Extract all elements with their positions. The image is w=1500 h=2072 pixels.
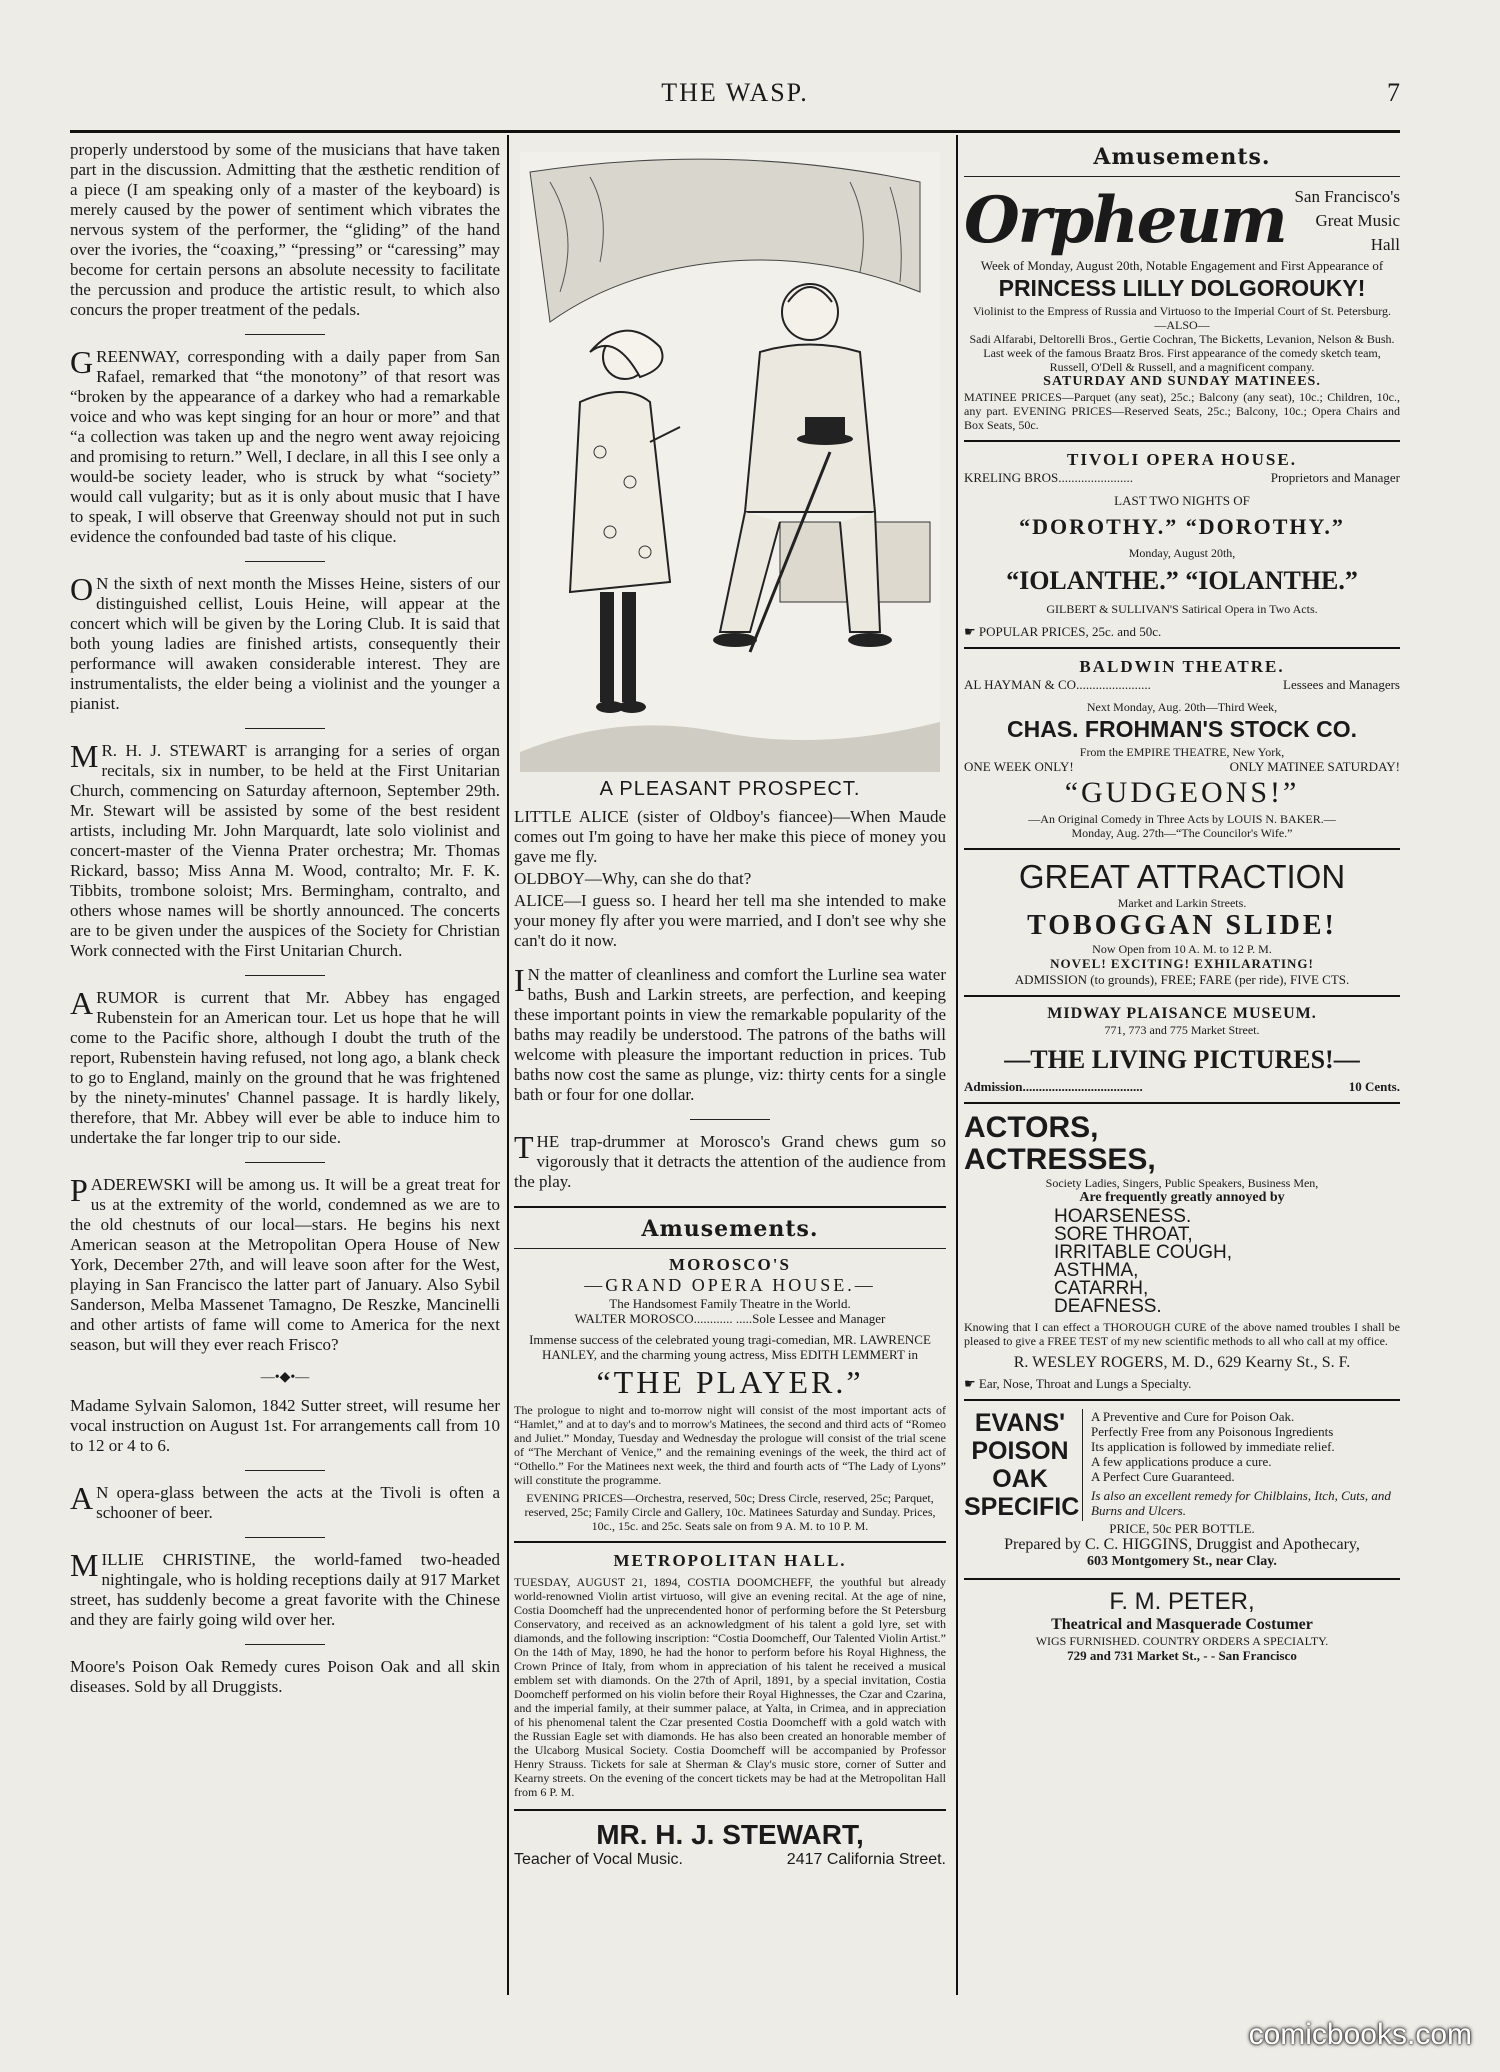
peter-role: Theatrical and Masquerade Costumer	[1051, 1616, 1313, 1633]
actors-heading: ACTORS,	[964, 1111, 1099, 1144]
orpheum-others: Sadi Alfarabi, Deltorelli Bros., Gertie Cochran, The Bicketts, Levanion, Nelson & Bush. Last week of the famous Braatz Bros. First appearance of the comedy sketch team, Russell, O'Dell & Russell, and a magnificent company.	[969, 332, 1395, 374]
tivoli-popular: ☛ POPULAR PRICES, 25c. and 50c.	[964, 624, 1162, 639]
morosco-name: MOROSCO'S	[669, 1255, 791, 1274]
amusements-heading: Amusements.	[641, 1216, 819, 1242]
divider	[245, 334, 325, 335]
stewart-ad-line	[514, 1851, 946, 1869]
section-rule	[964, 440, 1400, 442]
dialogue-line: ALICE—I guess so. I heard her tell ma she intended to make your money fly after you were married, and I don't see why she can't do it now.	[514, 891, 946, 950]
morosco-tagline: The Handsomest Family Theatre in the World.	[609, 1296, 851, 1311]
divider	[245, 728, 325, 729]
article-text: ADEREWSKI will be among us. It will be a great treat for us at the extremity of the world, condemned as we are to the old chestnuts of our local—stars. He begins his next American season at the Metropolitan Opera House of New York, December 27th, and will leave soon after for the West, playing in San Francisco the latter part of January. Also Sybil Sanderson, Melba Massenet Tamagno, De Reszke, Mancinelli and other artists of fame will come to America for the next season, but will they ever reach Frisco?	[70, 1175, 500, 1354]
article-opera-glass	[70, 1480, 500, 1523]
drop-cap: P	[70, 1172, 88, 1208]
article-text: N the sixth of next month the Misses Heine, sisters of our distinguished cellist, Louis Heine, will appear at the concert which will be given by the Loring Club. It is said that both young ladies are finished artists, consequently their performance will awaken considerable interest. They are instrumentalists, the elder being a violinist and the younger a pianist.	[70, 574, 500, 713]
rule	[514, 1248, 946, 1249]
orpheum-star-desc: Violinist to the Empress of Russia and Virtuoso to the Imperial Court of St. Petersburg.	[972, 304, 1392, 318]
evans-line: Its application is followed by immediate relief.	[1091, 1439, 1335, 1454]
living-pictures: —THE LIVING PICTURES!—	[1004, 1045, 1360, 1074]
morosco-house: —GRAND OPERA HOUSE.—	[584, 1275, 876, 1295]
evans-line: Is also an excellent remedy for Chilblains, Itch, Cuts, and Burns and Ulcers.	[1091, 1488, 1391, 1518]
orpheum-prices: MATINEE PRICES—Parquet (any seat), 25c.; Balcony (any seat), 10c.; Children, 10c., any part. EVENING PRICES—Reserved Seats, 25c.; Balcony, 10c.; Opera Chairs and Box Seats, 50c.	[964, 390, 1400, 432]
evans-line: A Preventive and Cure for Poison Oak.	[1091, 1409, 1295, 1424]
column-one	[70, 140, 500, 1711]
column-divider-2	[956, 135, 958, 1995]
article-baths	[514, 962, 946, 1105]
orpheum-header	[964, 183, 1400, 258]
metropolitan-name: METROPOLITAN HALL.	[613, 1551, 847, 1570]
great-attraction-where: Market and Larkin Streets.	[1117, 896, 1247, 910]
orpheum-also: —ALSO—	[1154, 318, 1210, 332]
ailment-item: ASTHMA,	[1054, 1260, 1139, 1281]
evans-address: 603 Montgomery St., near Clay.	[1087, 1554, 1277, 1569]
divider	[245, 1470, 325, 1471]
morosco-play: “THE PLAYER.”	[596, 1364, 864, 1400]
toboggan-open: Now Open from 10 A. M. to 12 P. M.	[1092, 942, 1272, 956]
morosco-prices: EVENING PRICES—Orchestra, reserved, 50c; Dress Circle, reserved, 25c; Parquet, reserved, 25c; Family Circle and Gallery, 10c. Matinees Saturday and Sunday. Prices, 10c., 15c. and 25c. Seats sale on from 9 A. M. to 10 P. M.	[524, 1491, 936, 1533]
newspaper-title: THE WASP.	[661, 78, 809, 107]
living-admission	[964, 1079, 1400, 1094]
article-text: R. H. J. STEWART is arranging for a series of organ recitals, six in number, to be held at the First Unitarian Church, commencing on Saturday afternoon, September 29th. Mr. Stewart will be assisted by some of the best resident artists, including Mr. John Marquardt, late solo violinist and concert-master of the Vienna Prater orchestra; Mr. Thomas Rickard, basso; Miss Anna M. Wood, contralto; Mr. F. K. Tibbits, trombone soloist; Mrs. Bermingham, contralto, and others whose names will be shortly announced. The concerts are to be given under the auspices of the Society for Christian Work connected with the First Unitarian Church.	[70, 741, 500, 960]
section-rule	[514, 1541, 946, 1543]
doctor-name: R. WESLEY ROGERS, M. D., 629 Kearny St., S. F.	[1013, 1354, 1351, 1371]
column-two	[514, 140, 946, 1869]
peter-wigs: WIGS FURNISHED. COUNTRY ORDERS A SPECIALTY.	[1035, 1634, 1329, 1648]
section-rule	[514, 1809, 946, 1811]
column-divider-1	[507, 135, 509, 1995]
tivoli-managers	[964, 470, 1400, 485]
article-greenway	[70, 344, 500, 547]
baldwin-role: Lessees and Managers	[1283, 677, 1400, 692]
evans-line: A few applications produce a cure.	[1091, 1454, 1272, 1469]
great-attraction-title: GREAT ATTRACTION	[1018, 858, 1346, 895]
page-header	[70, 78, 1400, 108]
header-rule	[70, 130, 1400, 133]
section-rule	[964, 995, 1400, 997]
article-heine	[70, 571, 500, 714]
orpheum-star: PRINCESS LILLY DOLGOROUKY!	[998, 275, 1366, 301]
column-three	[964, 140, 1400, 1664]
tivoli-gs: GILBERT & SULLIVAN'S Satirical Opera in Two Acts.	[1046, 602, 1318, 616]
baldwin-week-left: ONE WEEK ONLY!	[964, 759, 1074, 774]
morosco-body: The prologue to night and to-morrow night will consist of the most important acts of “Hamlet,” and at to day's and to morrow's Matinees, the second and third acts of “Romeo and Juliet.” Monday, Tuesday and Wednesday the prologue will consist of the trial scene of “The Merchant of Venice,” and the remaining evenings of the week, the third act of “Othello.” For the Matinees next week, the third and fourth acts of “The Lady of Lyons” will constitute the programme.	[514, 1403, 946, 1487]
tivoli-dorothy: “DOROTHY.” “DOROTHY.”	[1019, 514, 1345, 539]
tivoli-role: Proprietors and Manager	[1270, 470, 1400, 485]
drop-cap: O	[70, 571, 94, 607]
stewart-ad-name: MR. H. J. STEWART,	[596, 1819, 864, 1850]
section-rule	[964, 1399, 1400, 1401]
evans-line: Perfectly Free from any Poisonous Ingredients	[1091, 1424, 1334, 1439]
drop-cap: A	[70, 1480, 94, 1516]
article-stewart	[70, 738, 500, 961]
baldwin-play: “GUDGEONS!”	[1064, 776, 1300, 809]
peter-address: 729 and 731 Market St., - - San Francisco	[1067, 1648, 1297, 1663]
section-rule	[964, 1102, 1400, 1104]
morosco-manager: WALTER MOROSCO............ .....Sole Lessee and Manager	[574, 1311, 886, 1326]
drop-cap: M	[70, 738, 99, 774]
article-text: HE trap-drummer at Morosco's Grand chews gum so vigorously that it detracts the attention of the audience from the play.	[514, 1132, 946, 1191]
section-rule	[964, 848, 1400, 850]
ailment-item: SORE THROAT,	[1054, 1224, 1193, 1245]
orpheum-logo: Orpheum	[964, 183, 1286, 258]
actors-sub: Society Ladies, Singers, Public Speakers, Business Men,	[1045, 1176, 1319, 1190]
orpheum-tag-1: San Francisco's	[1294, 186, 1400, 206]
article-text: RUMOR is current that Mr. Abbey has engaged Rubenstein for an American tour. Let us hope that he will come to the Pacific shore, although I doubt the truth of the report, Rubenstein having refused, not long ago, a blank check to go to England, mainly on the ground that he was frightened by the ninety-minutes' Channel passage. It is hardly likely, therefore, that Mr. Abbey will ever be able to induce him to undertake the far longer trip to our side.	[70, 988, 500, 1147]
article-text: N the matter of cleanliness and comfort the Lurline sea water baths, Bush and Larkin streets, are perfection, and keeping these important points in view the remarkable popularity of the baths may readily be understood. The patrons of the baths will welcome with pleasure the important reduction in prices. Tub baths now cost the same as plunge, viz: thirty cents for a single bath or four for one dollar.	[514, 965, 946, 1104]
article-trap-drummer	[514, 1129, 946, 1192]
baldwin-aug27: Monday, Aug. 27th—“The Councilor's Wife.”	[1071, 826, 1293, 840]
ailment-item: IRRITABLE COUGH,	[1054, 1242, 1233, 1263]
toboggan-slide: TOBOGGAN SLIDE!	[1027, 910, 1337, 941]
midway-name: MIDWAY PLAISANCE MUSEUM.	[1047, 1005, 1317, 1022]
article-christine	[70, 1547, 500, 1630]
baldwin-next: Next Monday, Aug. 20th—Third Week,	[1086, 700, 1278, 714]
ailments-list	[964, 1208, 1400, 1316]
drop-cap: I	[514, 962, 525, 998]
page-number: 7	[1387, 78, 1400, 107]
amusements-heading: Amusements.	[1093, 144, 1271, 170]
tivoli-name: TIVOLI OPERA HOUSE.	[1067, 450, 1297, 469]
metropolitan-body: TUESDAY, AUGUST 21, 1894, COSTIA DOOMCHEFF, the youthful but already world-renowned Violin artist virtuoso, will give an evening recital. At the age of nine, Costia Doomcheff had the unprecendented honor of performing before the St Petersburg Conservatory, and received as an acknowledgment of his talent a gold lyre, set with diamonds, and the following inscription: “Costia Doomcheff, Our Talented Violin Artist.” On the 14th of May, 1890, he had the honor to perform before his Royal Highness, the Crown Prince of Italy, from whom in appreciation of his talent he received a musical emblem set with diamonds. On the 27th of April, 1891, by a special invitation, Costia Doomcheff performed on his violin before their Royal Highnesses, the Czar and Czarina, and the imperial family, at their summer palace, at Yalta, in Crimea, and in appreciation of his phenomenal talent the Czar presented Costia Doomcheff with a gold watch with the Russian Eagle set with diamonds. He has also been created an honorable member of the Ulcaborg Musical Society. Costia Doomcheff will be accompanied by Professor Henry Strauss. Tickets for sale at Sherman & Clay's music store, corner of Sutter and Kearny streets. On the evening of the concert tickets may be had at the Metropolitan Hall from 6 P. M.	[514, 1575, 946, 1799]
ailment-item: HOARSENESS.	[1054, 1206, 1192, 1227]
drop-cap: A	[70, 985, 94, 1021]
divider	[245, 561, 325, 562]
toboggan-novel: NOVEL! EXCITING! EXHILARATING!	[1050, 956, 1314, 971]
actresses-heading: ACTRESSES,	[964, 1143, 1156, 1176]
divider	[245, 1162, 325, 1163]
cartoon-caption: A PLEASANT PROSPECT.	[599, 778, 861, 800]
dialogue-line: OLDBOY—Why, can she do that?	[514, 869, 752, 888]
baldwin-owner: AL HAYMAN & CO.......................	[964, 677, 1151, 692]
living-admission-price: 10 Cents.	[1348, 1079, 1400, 1094]
stewart-ad-role: Teacher of Vocal Music.	[514, 1851, 683, 1868]
article-paderewski	[70, 1172, 500, 1355]
tivoli-last: LAST TWO NIGHTS OF	[1114, 493, 1250, 508]
section-rule	[964, 1578, 1400, 1580]
peter-name: F. M. PETER,	[1109, 1588, 1255, 1615]
article-text: REENWAY, corresponding with a daily paper from San Rafael, remarked that “the monotony” of that resort was “broken by the appearance of a darkey who had a remarkable voice and who was kept singing for an hour or more” and that “a collection was taken up and the negro went away rejoicing and promising to return.” Well, I declare, in all this I see only a would-be society leader, who is struck by what “society” would call vulgarity; but as it is only about music that I have to speak, I will observe that Greenway should not put in such evidence the confounded bad taste of his clique.	[70, 347, 500, 546]
evans-price: PRICE, 50c PER BOTTLE.	[1109, 1521, 1255, 1536]
divider	[690, 1119, 770, 1120]
baldwin-week	[964, 759, 1400, 774]
section-rule	[964, 647, 1400, 649]
orpheum-tagline	[1286, 185, 1400, 257]
article-poison-oak: Moore's Poison Oak Remedy cures Poison Oak and all skin diseases. Sold by all Druggists.	[70, 1657, 500, 1696]
baldwin-from: From the EMPIRE THEATRE, New York,	[1079, 745, 1285, 759]
divider	[245, 1644, 325, 1645]
orpheum-tag-2: Great Music Hall	[1315, 210, 1400, 254]
stewart-ad-address: 2417 California Street.	[786, 1851, 946, 1868]
rule	[964, 176, 1400, 177]
doctor-specialty: ☛ Ear, Nose, Throat and Lungs a Specialty.	[964, 1376, 1192, 1391]
living-admission-label: Admission.....................................	[964, 1079, 1143, 1094]
actors-annoyed: Are frequently greatly annoyed by	[1079, 1190, 1285, 1205]
evans-text	[1083, 1409, 1400, 1518]
baldwin-week-right: ONLY MATINEE SATURDAY!	[1229, 759, 1400, 774]
morosco-intro: Immense success of the celebrated young tragi-comedian, MR. LAWRENCE HANLEY, and the charming young actress, Miss EDITH LEMMERT in	[529, 1332, 931, 1362]
article-text: N opera-glass between the acts at the Tivoli is often a schooner of beer.	[96, 1483, 500, 1522]
midway-address: 771, 773 and 775 Market Street.	[1104, 1023, 1260, 1037]
ailment-item: CATARRH,	[1054, 1278, 1149, 1299]
baldwin-comedy: —An Original Comedy in Three Acts by LOUIS N. BAKER.—	[1028, 812, 1336, 826]
article-text: ILLIE CHRISTINE, the world-famed two-headed nightingale, who is holding receptions daily at 917 Market street, has suddenly become a great favorite with the Chinese and they are fairly going wild over her.	[70, 1550, 500, 1629]
ailment-item: DEAFNESS.	[1054, 1296, 1162, 1317]
baldwin-managers	[964, 677, 1400, 692]
actors-cure: Knowing that I can effect a THOROUGH CURE of the above named troubles I shall be pleased to give a FREE TEST of my new scientific methods to all who call at my office.	[964, 1320, 1400, 1348]
ornament-divider: —•◆•—	[260, 1370, 310, 1385]
tivoli-iolanthe: “IOLANTHE.” “IOLANTHE.”	[1006, 566, 1358, 595]
drop-cap: T	[514, 1129, 534, 1165]
tivoli-monday: Monday, August 20th,	[1128, 546, 1236, 560]
drop-cap: G	[70, 344, 94, 380]
cartoon-illustration	[520, 152, 940, 772]
divider	[245, 975, 325, 976]
baldwin-name: BALDWIN THEATRE.	[1079, 657, 1285, 676]
drop-cap: M	[70, 1547, 99, 1583]
evans-line: A Perfect Cure Guaranteed.	[1091, 1469, 1235, 1484]
orpheum-matinees: SATURDAY AND SUNDAY MATINEES.	[1043, 374, 1321, 389]
dialogue-line: LITTLE ALICE (sister of Oldboy's fiancee)—When Maude comes out I'm going to have her make this piece of money you gave me fly.	[514, 807, 946, 866]
toboggan-admission: ADMISSION (to grounds), FREE; FARE (per ride), FIVE CTS.	[1014, 972, 1350, 987]
baldwin-frohman: CHAS. FROHMAN'S STOCK CO.	[1006, 716, 1358, 742]
tivoli-owner: KRELING BROS.......................	[964, 470, 1134, 485]
evans-ad	[964, 1409, 1400, 1521]
article-rubenstein	[70, 985, 500, 1148]
section-rule	[514, 1206, 946, 1208]
source-watermark: comicbooks.com	[1248, 2018, 1472, 2051]
article-salomon: Madame Sylvain Salomon, 1842 Sutter street, will resume her vocal instruction on August 1st. For arrangements call from 10 to 12 or 4 to 6.	[70, 1396, 500, 1455]
article-paragraph: properly understood by some of the musicians that have taken part in the discussion. Admitting that the æsthetic rendition of a piece (I am speaking only of a master of the keyboard) is merely caused by the power of sentiment which vibrates the nervous system of the performer, the “gliding” of the hand over the ivories, the “coaxing,” “pressing” or “caressing” may become for certain persons an absolute necessity to facilitate the percussion and produce the artistic result, to which also concurs the proper treatment of the pedals.	[70, 140, 500, 319]
evans-preparer: Prepared by C. C. HIGGINS, Druggist and Apothecary,	[1004, 1536, 1360, 1553]
evans-title: EVANS' POISON OAK SPECIFIC	[964, 1409, 1083, 1521]
divider	[245, 1537, 325, 1538]
orpheum-week: Week of Monday, August 20th, Notable Engagement and First Appearance of	[980, 258, 1384, 273]
